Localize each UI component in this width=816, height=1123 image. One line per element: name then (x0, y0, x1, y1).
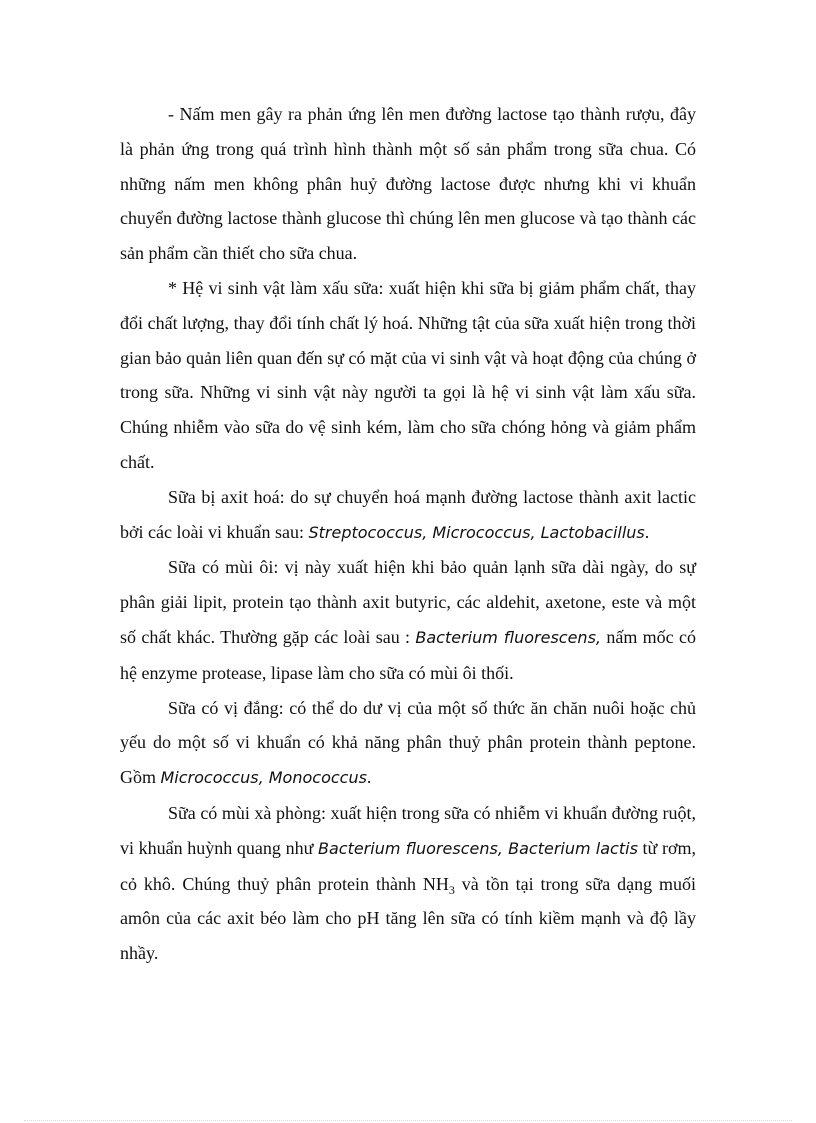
page-bottom-divider (24, 1120, 792, 1121)
paragraph-mid: từ rơm, cỏ khô. Chúng thuỷ phân protein thành NH (120, 837, 696, 894)
paragraph-text: Sữa có mùi xà phòng: xuất hiện trong sữa có nhiễm vi khuẩn đường ruột, vi khuẩn huỳnh quang như (120, 802, 696, 858)
paragraph-yeast-fermentation: - Nấm men gây ra phản ứng lên men đường lactose tạo thành rượu, đây là phản ứng trong quá trình hình thành một số sản phẩm trong sữa chua. Có những nấm men không phân huỷ đường lactose được nhưng khi vi khuẩn chuyển đường lactose thành glucose thì chúng lên men glucose và tạo thành các sản phẩm cần thiết cho sữa chua. (120, 104, 696, 264)
paragraph-soapy-milk (120, 796, 696, 971)
paragraph-acidified-milk (120, 480, 696, 551)
paragraph-text: Sữa có mùi ôi: vị này xuất hiện khi bảo quản lạnh sữa dài ngày, do sự phân giải lipit, protein tạo thành axit butyric, các aldehit, axetone, este và một số chất khác. Thường gặp các loài sau : (120, 557, 696, 647)
species-names: Micrococcus, Monococcus (160, 768, 367, 788)
paragraph-spoilage-microbes: * Hệ vi sinh vật làm xấu sữa: xuất hiện khi sữa bị giảm phẩm chất, thay đổi chất lượng, thay đổi tính chất lý hoá. Những tật của sữa xuất hiện trong thời gian bảo quản liên quan đến sự có mặt của vi sinh vật và hoạt động của chúng ở trong sữa. Những vi sinh vật này người ta gọi là hệ vi sinh vật làm xấu sữa. Chúng nhiễm vào sữa do vệ sinh kém, làm cho sữa chóng hỏng và giảm phẩm chất. (120, 277, 696, 472)
paragraph-text: Sữa bị axit hoá: do sự chuyển hoá mạnh đường lactose thành axit lactic bởi các loài vi khuẩn sau: (120, 486, 696, 542)
paragraph-end: . (366, 767, 372, 788)
species-names: Bacterium fluorescens, (415, 627, 601, 647)
species-names: Bacterium fluorescens, Bacterium lactis (317, 838, 638, 858)
document-page (120, 97, 696, 971)
paragraph-end: và tồn tại trong sữa dạng muối amôn của các axit béo làm cho pH tăng lên sữa có tính kiềm mạnh và độ lầy nhầy. (120, 873, 696, 964)
paragraph-rancid-milk (120, 550, 696, 690)
paragraph-end: nấm mốc có hệ enzyme protease, lipase làm cho sữa có mùi ôi thối. (120, 626, 696, 683)
paragraph-end: . (644, 521, 650, 542)
paragraph-text: Sữa có vị đắng: có thể do dư vị của một số thức ăn chăn nuôi hoặc chủ yếu do một số vi khuẩn có khả năng phân thuỷ phân protein thành peptone. Gồm (120, 697, 696, 788)
species-names: Streptococcus, Micrococcus, Lactobacillus (308, 522, 645, 542)
paragraph-bitter-milk (120, 691, 696, 796)
subscript-three: 3 (448, 882, 455, 897)
